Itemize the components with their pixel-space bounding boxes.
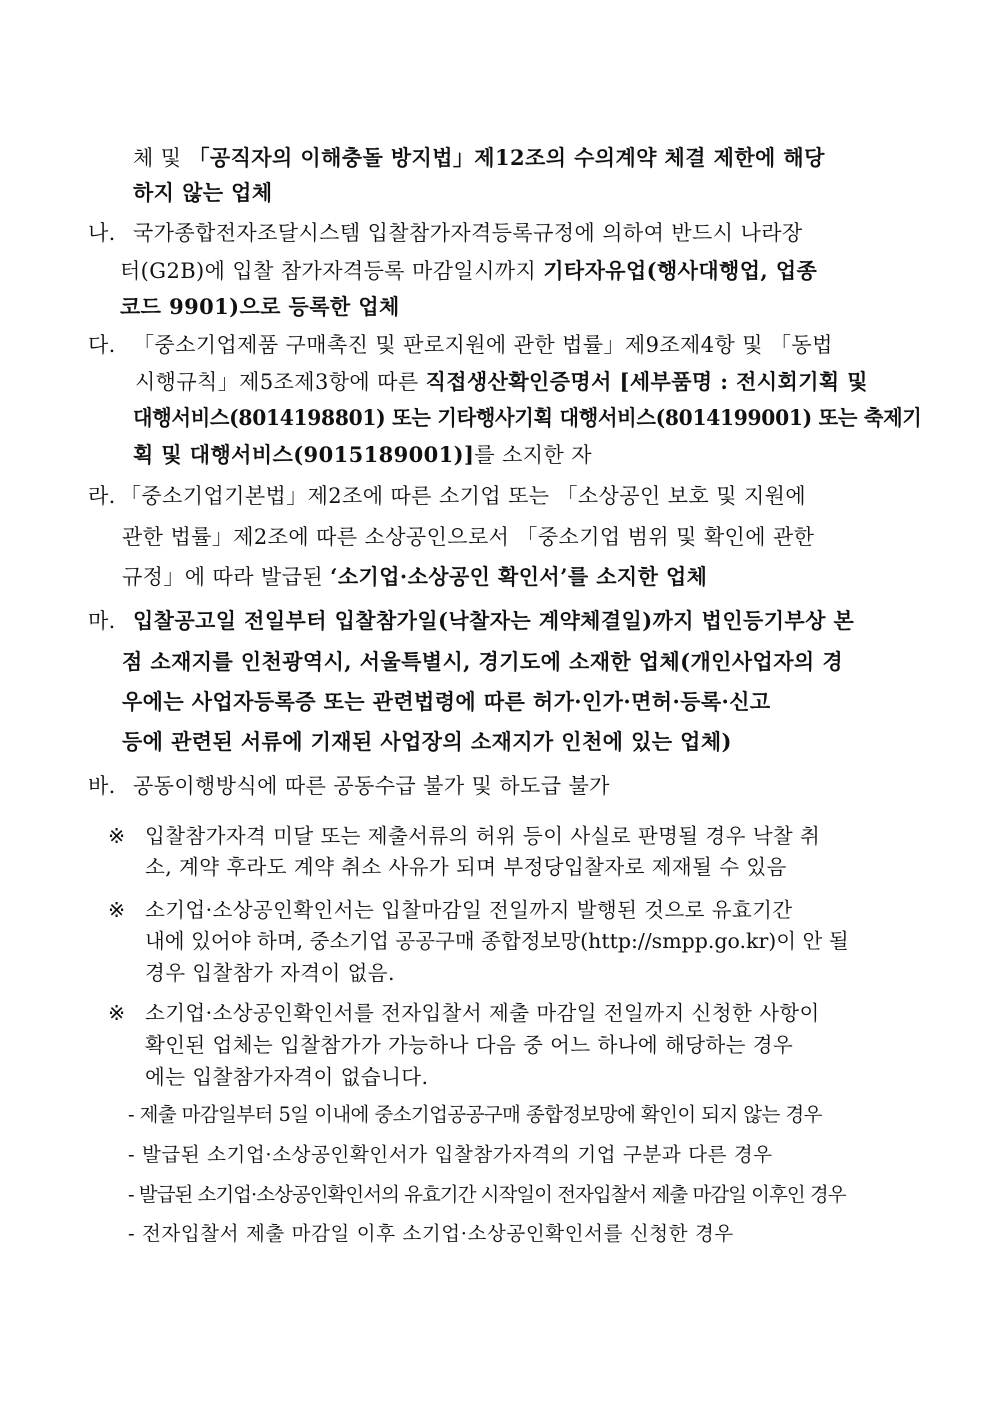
ga-line-1: 체 및 「공직자의 이해충돌 방지법」제12조의 수의계약 체결 제한에 해당: [133, 145, 825, 170]
ma-line-3: 우에는 사업자등록증 또는 관련법령에 따른 허가·인가·면허·등록·신고: [122, 689, 771, 714]
note-2-mark: ※: [108, 898, 126, 922]
sub-item-1: - 제출 마감일부터 5일 이내에 중소기업공공구매 종합정보망에 확인이 되지 않는 경우: [128, 1103, 822, 1126]
da-line-4: 획 및 대행서비스(9015189001)]를 소지한 자: [133, 442, 592, 467]
ra-line-2: 관한 법률」제2조에 따른 소상공인으로서 「중소기업 범위 및 확인에 관한: [122, 525, 815, 549]
sub-item-3: - 발급된 소기업·소상공인확인서의 유효기간 시작일이 전자입찰서 제출 마감일 이후인 경우: [128, 1183, 846, 1206]
note-2-line-2: 내에 있어야 하며, 중소기업 공공구매 종합정보망(http://smpp.go.kr)이 안 될: [145, 929, 849, 953]
note-3-line-3: 에는 입찰참가자격이 없습니다.: [145, 1065, 429, 1089]
na-line-2: 터(G2B)에 입찰 참가자격등록 마감일시까지 기타자유업(행사대행업, 업종: [120, 258, 818, 283]
ma-line-2: 점 소재지를 인천광역시, 서울특별시, 경기도에 소재한 업체(개인사업자의 경: [122, 649, 843, 674]
sub-item-4: - 전자입찰서 제출 마감일 이후 소기업·소상공인확인서를 신청한 경우: [128, 1222, 734, 1245]
da-label: 다.: [88, 333, 116, 357]
ra-line-3: 규정」에 따라 발급된 ‘소기업·소상공인 확인서’를 소지한 업체: [122, 564, 708, 589]
da-line-2: 시행규칙」제5조제3항에 따른 직접생산확인증명서 [세부품명 : 전시회기획 및: [135, 369, 868, 394]
note-2-line-1: 소기업·소상공인확인서는 입찰마감일 전일까지 발행된 것으로 유효기간: [145, 898, 793, 922]
ma-line-4: 등에 관련된 서류에 기재된 사업장의 소재지가 인천에 있는 업체): [122, 729, 732, 754]
ma-label: 마.: [88, 609, 116, 633]
note-3-mark: ※: [108, 1001, 126, 1025]
ba-label: 바.: [88, 774, 116, 798]
da-line-1: 「중소기업제품 구매촉진 및 판로지원에 관한 법률」제9조제4항 및 「동법: [133, 333, 833, 357]
note-1-line-1: 입찰참가자격 미달 또는 제출서류의 허위 등이 사실로 판명될 경우 낙찰 취: [145, 824, 821, 848]
na-label: 나.: [88, 221, 116, 245]
ra-label: 라.: [88, 484, 116, 508]
ra-line-1: 「중소기업기본법」제2조에 따른 소기업 또는 「소상공인 보호 및 지원에: [120, 484, 807, 508]
ba-line-1: 공동이행방식에 따른 공동수급 불가 및 하도급 불가: [133, 774, 610, 798]
note-3-line-1: 소기업·소상공인확인서를 전자입찰서 제출 마감일 전일까지 신청한 사항이: [145, 1001, 820, 1025]
da-line-3: 대행서비스(8014198801) 또는 기타행사기획 대행서비스(8014199001) 또는 축제기: [133, 405, 922, 430]
note-1-mark: ※: [108, 824, 126, 848]
note-1-line-2: 소, 계약 후라도 계약 취소 사유가 되며 부정당입찰자로 제재될 수 있음: [145, 855, 787, 879]
sub-item-2: - 발급된 소기업·소상공인확인서가 입찰참가자격의 기업 구분과 다른 경우: [128, 1143, 773, 1166]
note-3-line-2: 확인된 업체는 입찰참가가 가능하나 다음 중 어느 하나에 해당하는 경우: [145, 1033, 794, 1057]
ga-line-2: 하지 않는 업체: [133, 180, 273, 205]
na-line-1: 국가종합전자조달시스템 입찰참가자격등록규정에 의하여 반드시 나라장: [133, 221, 803, 245]
note-2-line-3: 경우 입찰참가 자격이 없음.: [145, 961, 395, 985]
ma-line-1: 입찰공고일 전일부터 입찰참가일(낙찰자는 계약체결일)까지 법인등기부상 본: [133, 608, 855, 633]
na-line-3: 코드 9901)으로 등록한 업체: [120, 294, 400, 319]
